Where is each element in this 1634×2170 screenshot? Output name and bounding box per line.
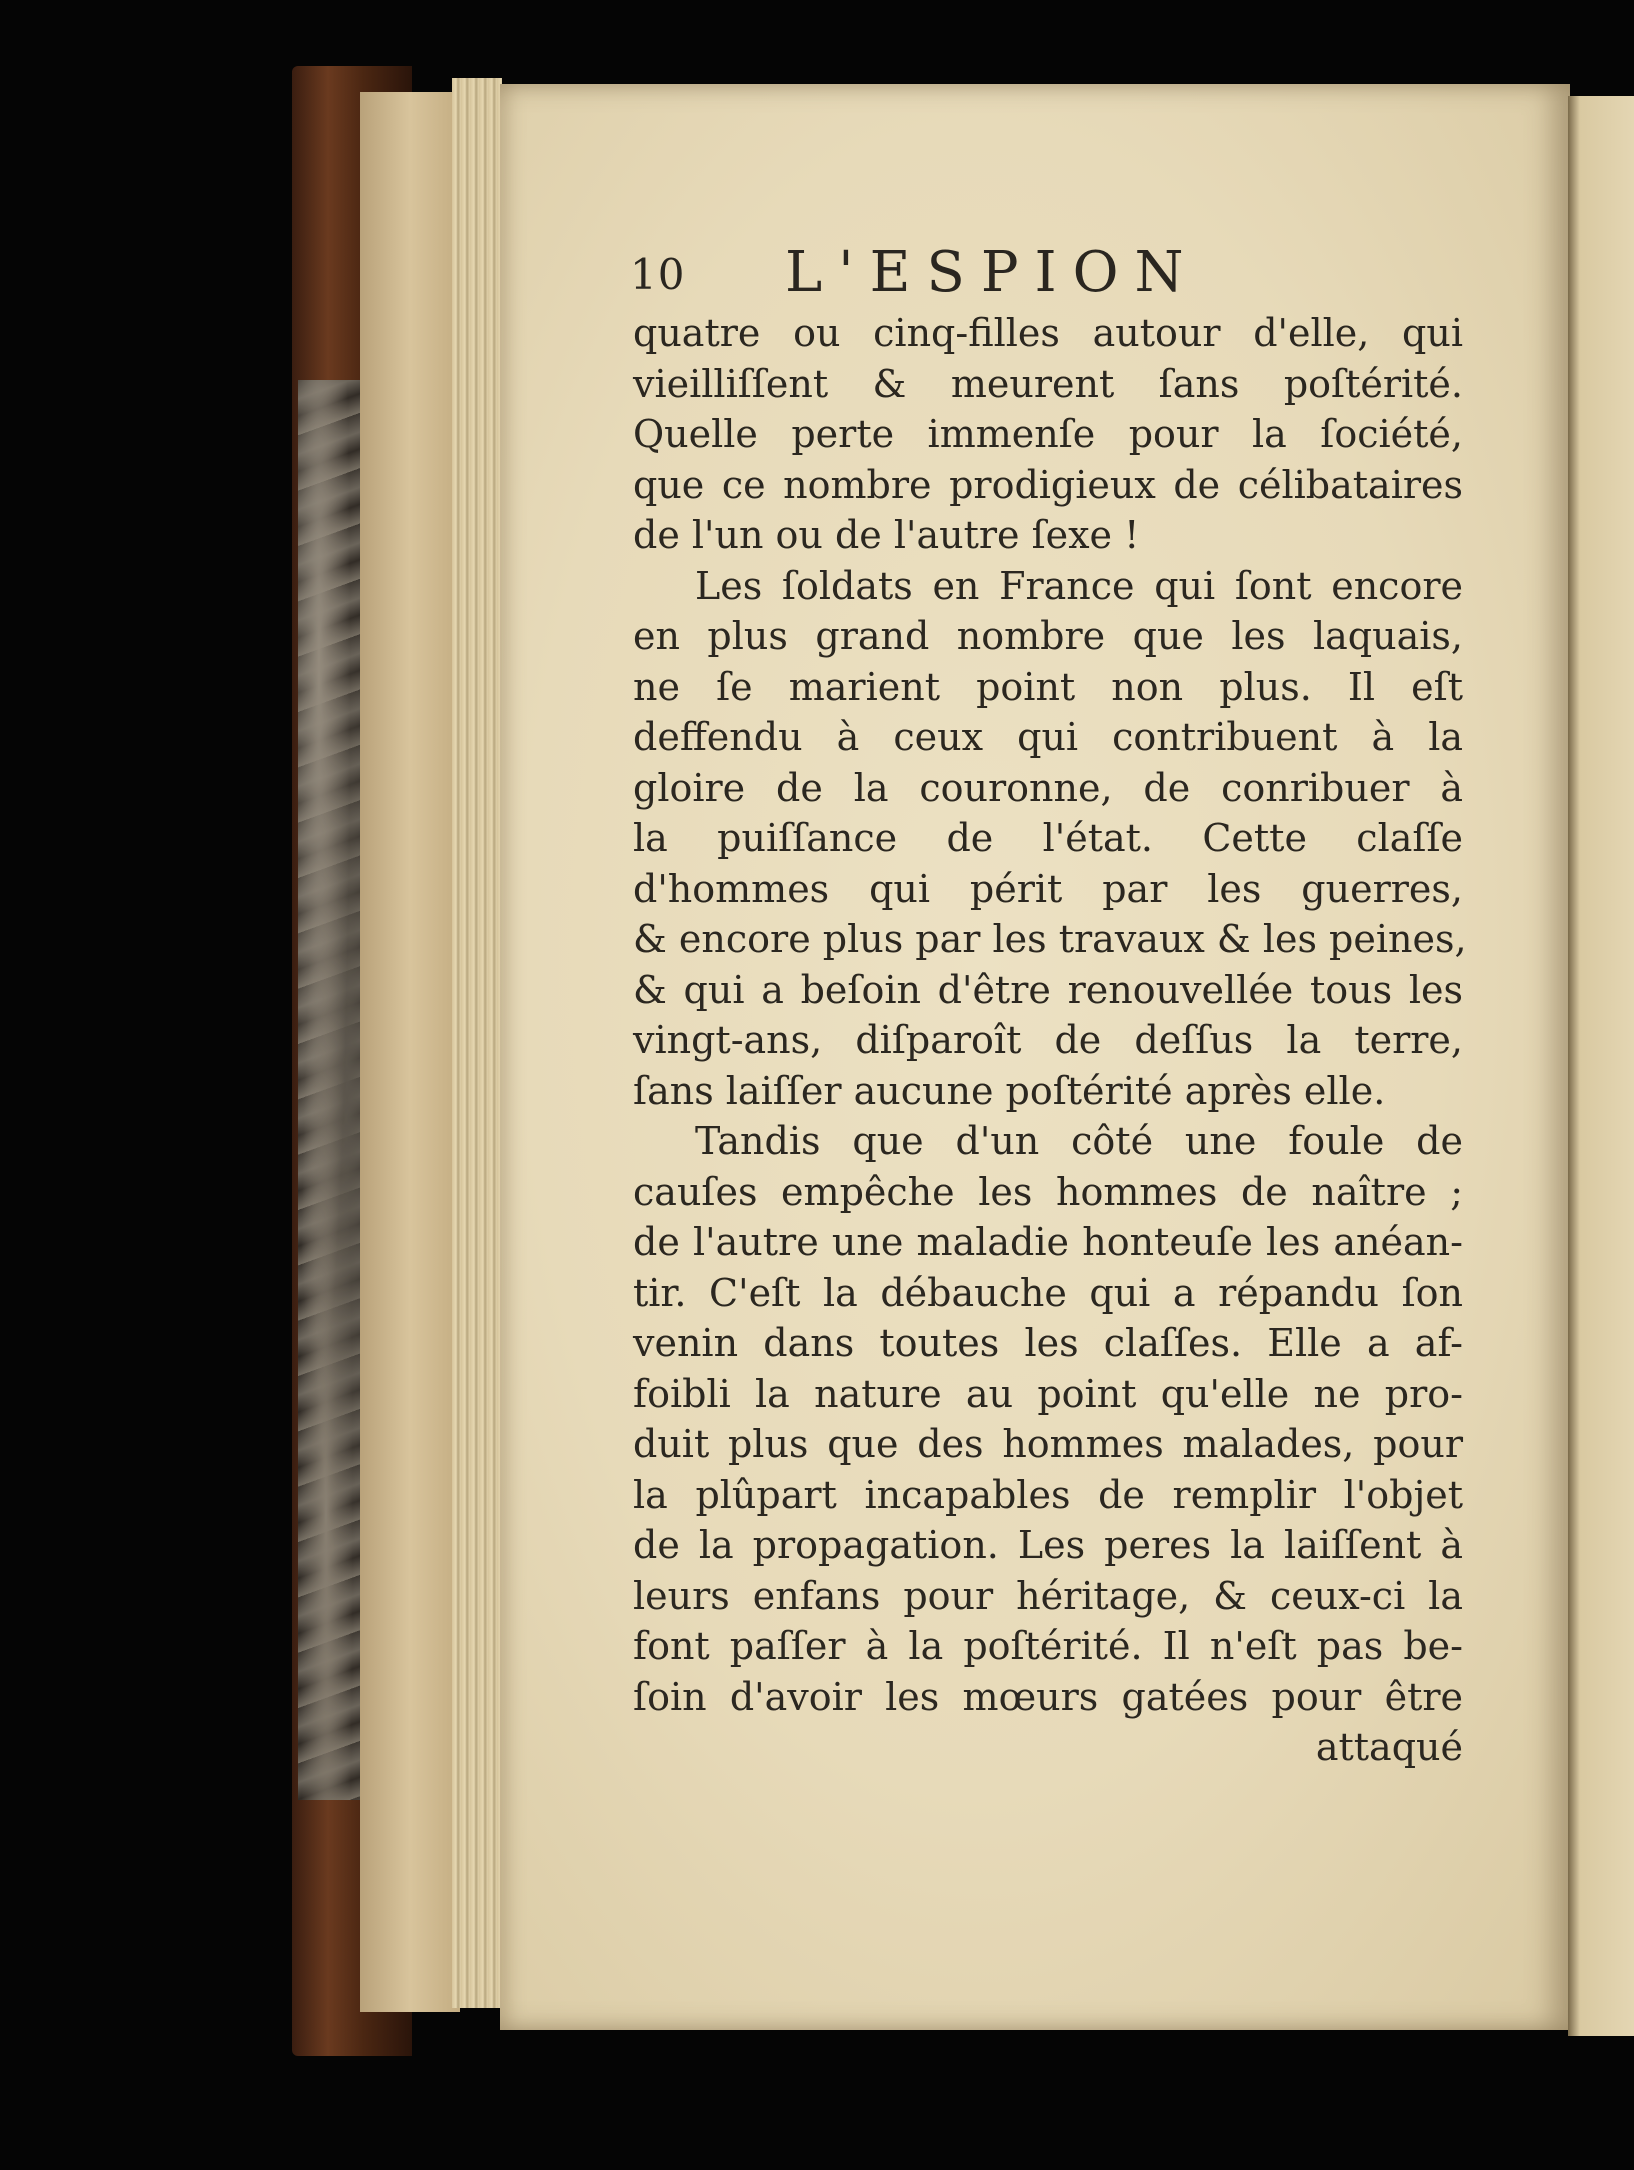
- text-line: de la propagation. Les peres la laiſſent à: [633, 1523, 1463, 1567]
- text-line: leurs enfans pour héritage, & ceux-ci la: [633, 1573, 1463, 1618]
- text-line: la puiſſance de l'état. Cette claſſe: [633, 816, 1463, 860]
- text-line: Tandis que d'un côté une foule de: [695, 1119, 1463, 1163]
- marbled-board: [298, 380, 368, 1800]
- text-line: ſans laiſſer aucune poſtérité après elle.: [633, 1068, 1386, 1113]
- text-line: ſoin d'avoir les mœurs gatées pour être: [633, 1674, 1463, 1719]
- text-line: gloire de la couronne, de conribuer à: [633, 765, 1463, 810]
- running-head: [615, 240, 1375, 310]
- endpaper: [360, 92, 460, 2012]
- text-line: deffendu à ceux qui contribuent à la: [633, 715, 1463, 759]
- page-number: 10: [630, 250, 686, 299]
- text-line: venin dans toutes les claſſes. Elle a af-: [633, 1321, 1463, 1365]
- text-line: de l'autre une maladie honteuſe les anéan-: [633, 1220, 1463, 1264]
- text-line: font paſſer à la poſtérité. Il n'eſt pas be-: [633, 1624, 1463, 1668]
- page-edges: [452, 78, 502, 2008]
- body-text: [633, 308, 1467, 1773]
- catchword: attaqué: [1315, 1725, 1463, 1769]
- text-line: vieilliſſent & meurent ſans poſtérité.: [633, 361, 1463, 406]
- text-line: tir. C'eſt la débauche qui a répandu ſon: [633, 1270, 1463, 1315]
- text-line: & qui a beſoin d'être renouvellée tous les: [633, 967, 1463, 1012]
- text-line: en plus grand nombre que les laquais,: [633, 614, 1463, 658]
- text-line: duit plus que des hommes malades, pour: [633, 1422, 1463, 1466]
- text-line: foibli la nature au point qu'elle ne pro-: [633, 1371, 1463, 1416]
- text-line: quatre ou cinq-filles autour d'elle, qui: [633, 311, 1463, 355]
- text-line: que ce nombre prodigieux de célibataires: [633, 462, 1463, 507]
- text-line: la plûpart incapables de remplir l'objet: [633, 1472, 1463, 1517]
- running-title: L'ESPION: [785, 240, 1200, 305]
- text-line: Les ſoldats en France qui ſont encore: [695, 563, 1463, 608]
- text-line: ne ſe marient point non plus. Il eſt: [633, 664, 1463, 709]
- text-line: & encore plus par les travaux & les peines,: [633, 917, 1467, 961]
- text-line: cauſes empêche les hommes de naître ;: [633, 1169, 1463, 1214]
- text-line: d'hommes qui périt par les guerres,: [633, 866, 1463, 911]
- text-line: Quelle perte immenſe pour la ſociété,: [633, 412, 1463, 456]
- text-line: de l'un ou de l'autre ſexe !: [633, 513, 1140, 557]
- facing-page-edge: [1568, 96, 1634, 2036]
- text-line: vingt-ans, diſparoît de deſſus la terre,: [633, 1018, 1463, 1062]
